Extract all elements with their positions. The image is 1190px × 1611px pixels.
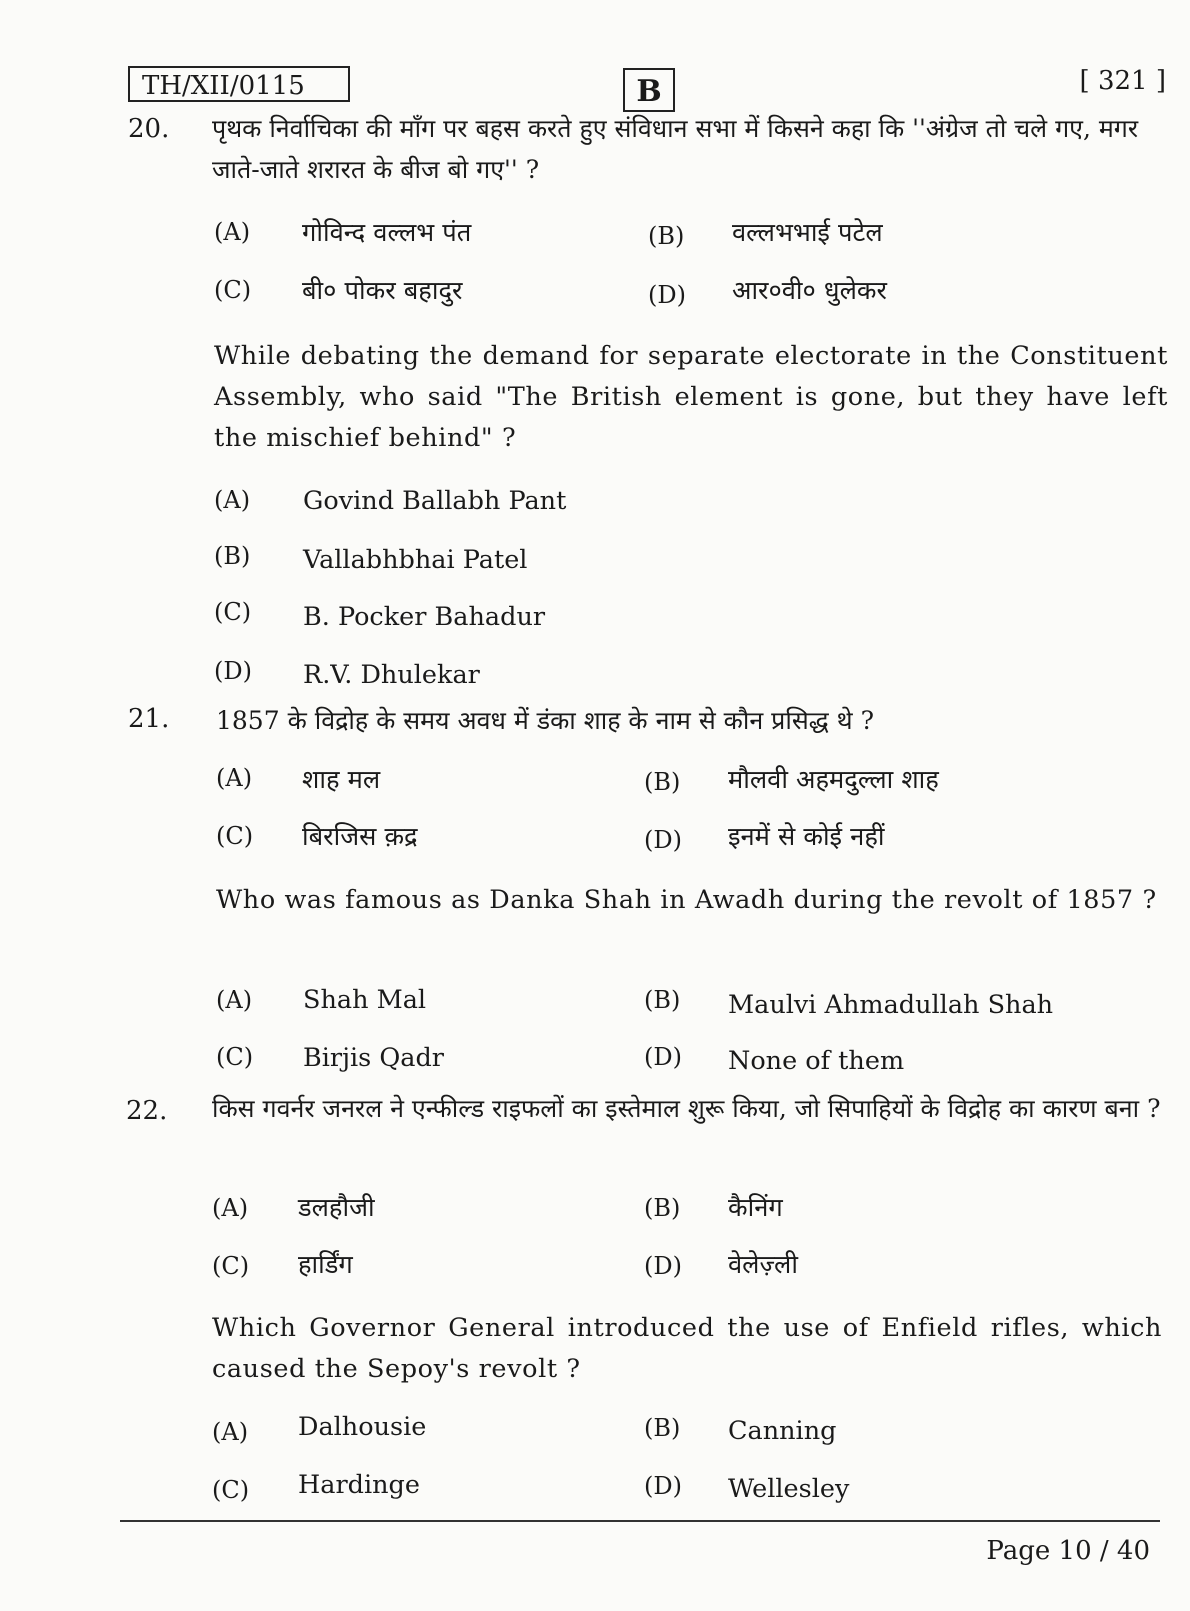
option-text: मौलवी अहमदुल्ला शाह [728,765,939,795]
paper-code-box [128,66,350,102]
question-number: 21. [128,704,170,734]
question-text-hindi: 1857 के विद्रोह के समय अवध में डंका शाह के नाम से कौन प्रसिद्ध थे ? [216,706,875,735]
question-text-english: Which Governor General introduced the use of Enfield rifles, which caused the Sepoy's revolt ? [212,1313,1162,1384]
option-text: शाह मल [302,765,381,795]
option-text: Maulvi Ahmadullah Shah [728,990,1054,1020]
option-label: (A) [214,218,251,246]
option-text: Wellesley [728,1474,850,1504]
option-label: (B) [644,1414,681,1442]
set-code-box [623,68,675,112]
option-label: (C) [216,1043,254,1071]
option-label: (B) [644,1194,681,1222]
option-text: वल्लभभाई पटेल [732,218,883,248]
option-label: (D) [644,1252,682,1280]
option-text: Dalhousie [298,1412,427,1442]
option-text: वेलेज़्ली [728,1250,798,1280]
option-text: Vallabhbhai Patel [303,545,528,575]
page-code: [ 321 ] [1079,66,1166,96]
option-label: (B) [214,542,251,570]
question-text-hindi: पृथक निर्वाचिका की माँग पर बहस करते हुए संविधान सभा में किसने कहा कि ''अंग्रेज तो चले गए, मगर जाते-जाते शरारत के बीज बो गए'' ? [212,114,1139,184]
option-text: Birjis Qadr [303,1043,444,1073]
option-text: डलहौजी [298,1193,375,1223]
option-text: B. Pocker Bahadur [303,602,546,632]
option-text: कैनिंग [728,1193,783,1223]
option-label: (A) [212,1418,249,1446]
question-text-english: While debating the demand for separate electorate in the Constituent Assembly, who said "The British element is gone, but they have left the mischief behind" ? [214,341,1168,453]
option-text: Shah Mal [303,985,427,1015]
option-label: (C) [212,1252,250,1280]
page-number: Page 10 / 40 [986,1536,1150,1566]
option-text: इनमें से कोई नहीं [728,822,885,852]
option-label: (C) [214,276,252,304]
option-label: (D) [214,657,252,685]
option-label: (D) [644,826,682,854]
option-label: (C) [212,1476,250,1504]
option-label: (D) [644,1472,682,1500]
option-text: गोविन्द वल्लभ पंत [302,218,472,248]
option-text: बी० पोकर बहादुर [302,276,463,306]
option-label: (B) [648,222,685,250]
set-code: B [636,74,662,109]
paper-code: TH/XII/0115 [142,71,305,101]
option-label: (A) [214,486,251,514]
question-number: 22. [126,1096,168,1126]
question-number: 20. [128,114,170,144]
option-label: (D) [644,1043,682,1071]
option-text: Hardinge [298,1470,420,1500]
option-label: (C) [216,822,254,850]
option-label: (B) [644,768,681,796]
option-text: Canning [728,1416,837,1446]
option-text: बिरजिस क़द्र [302,822,418,852]
option-label: (C) [214,598,252,626]
option-text: R.V. Dhulekar [303,660,480,690]
option-label: (A) [216,764,253,792]
question-text-english: Who was famous as Danka Shah in Awadh during the revolt of 1857 ? [216,885,1157,915]
option-label: (D) [648,281,686,309]
option-label: (A) [212,1194,249,1222]
option-text: आर०वी० धुलेकर [732,276,887,306]
option-label: (A) [216,986,253,1014]
option-text: None of them [728,1046,905,1076]
option-text: हार्डिंग [298,1250,353,1280]
footer-divider [120,1520,1160,1522]
option-text: Govind Ballabh Pant [303,486,567,516]
question-text-hindi: किस गवर्नर जनरल ने एन्फील्ड राइफलों का इस्तेमाल शुरू किया, जो सिपाहियों के विद्रोह का कारण बना ? [212,1094,1161,1123]
option-label: (B) [644,986,681,1014]
